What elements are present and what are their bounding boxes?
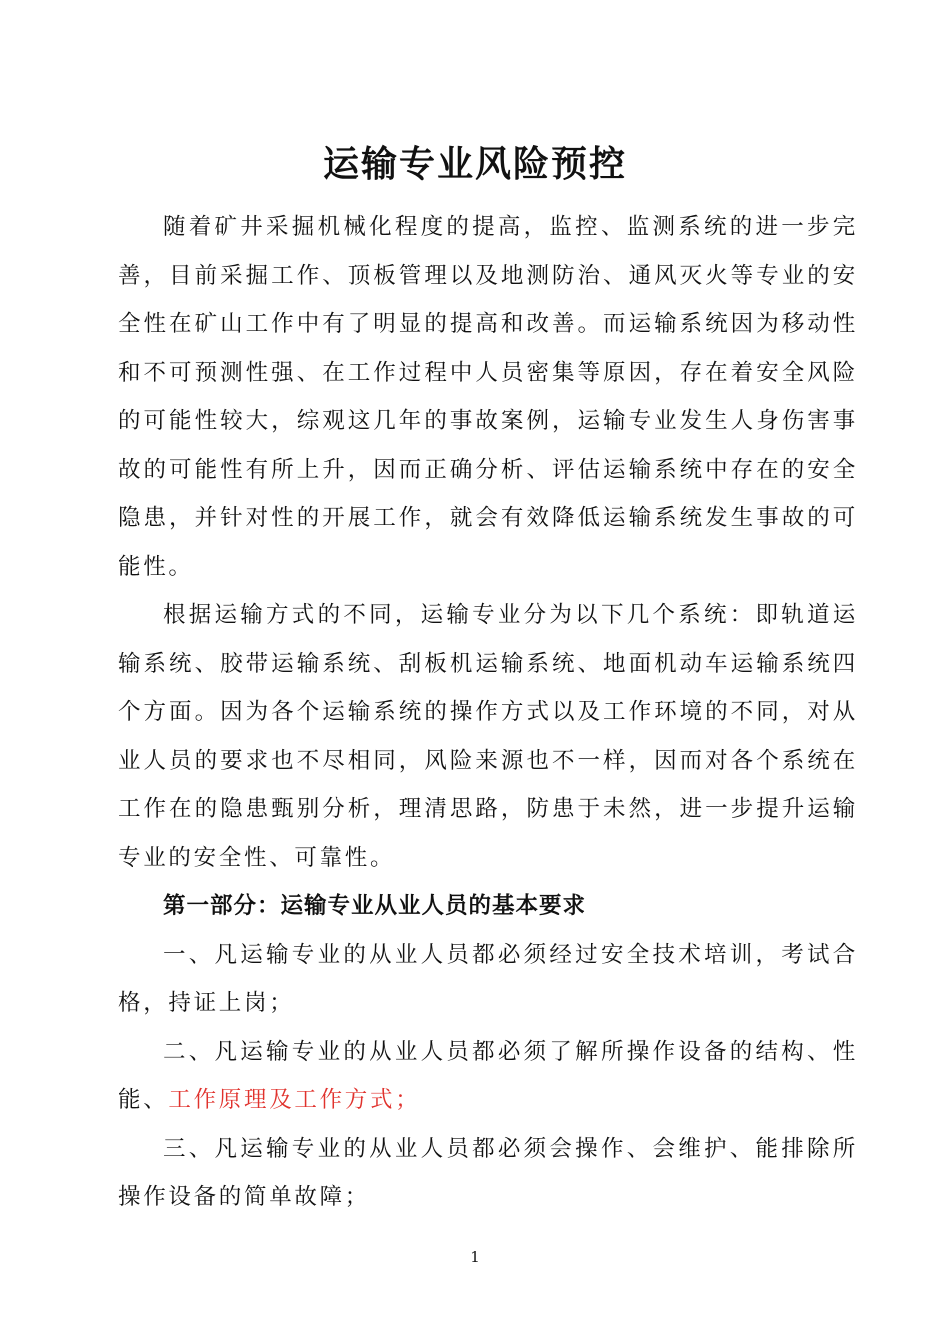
document-title: 运输专业风险预控 xyxy=(322,143,627,185)
requirement-item-1: 一、凡运输专业的从业人员都必须经过安全技术培训，考试合格，持证上岗； xyxy=(118,941,858,1016)
document-body xyxy=(118,203,858,1222)
paragraph-intro: 随着矿井采掘机械化程度的提高，监控、监测系统的进一步完善，目前采掘工作、顶板管理以及地测防治、通风灭火等专业的安全性在矿山工作中有了明显的提高和改善。而运输系统因为移动性和不可预测性强、在工作过程中人员密集等原因，存在着安全风险的可能性较大，综观这几年的事故案例，运输专业发生人身伤害事故的可能性有所上升，因而正确分析、评估运输系统中存在的安全隐患，并针对性的开展工作，就会有效降低运输系统发生事故的可能性。 xyxy=(118,214,858,580)
section-heading: 第一部分：运输专业从业人员的基本要求 xyxy=(163,893,587,919)
requirement-item-2 xyxy=(118,1028,858,1125)
requirement-item-3: 三、凡运输专业的从业人员都必须会操作、会维护、能排除所操作设备的简单故障； xyxy=(118,1135,858,1210)
requirement-item-2-text: 二、凡运输专业的从业人员都必须了解所操作设备的结构、性能、 xyxy=(118,1038,858,1113)
paragraph-systems: 根据运输方式的不同，运输专业分为以下几个系统：即轨道运输系统、胶带运输系统、刮板机运输系统、地面机动车运输系统四个方面。因为各个运输系统的操作方式以及工作环境的不同，对从业人员的要求也不尽相同，风险来源也不一样，因而对各个系统在工作在的隐患甄别分析，理清思路，防患于未然，进一步提升运输专业的安全性、可靠性。 xyxy=(118,602,858,871)
page-number: 1 xyxy=(470,1248,480,1266)
requirement-item-2-highlight: 工作原理及工作方式； xyxy=(168,1087,421,1113)
